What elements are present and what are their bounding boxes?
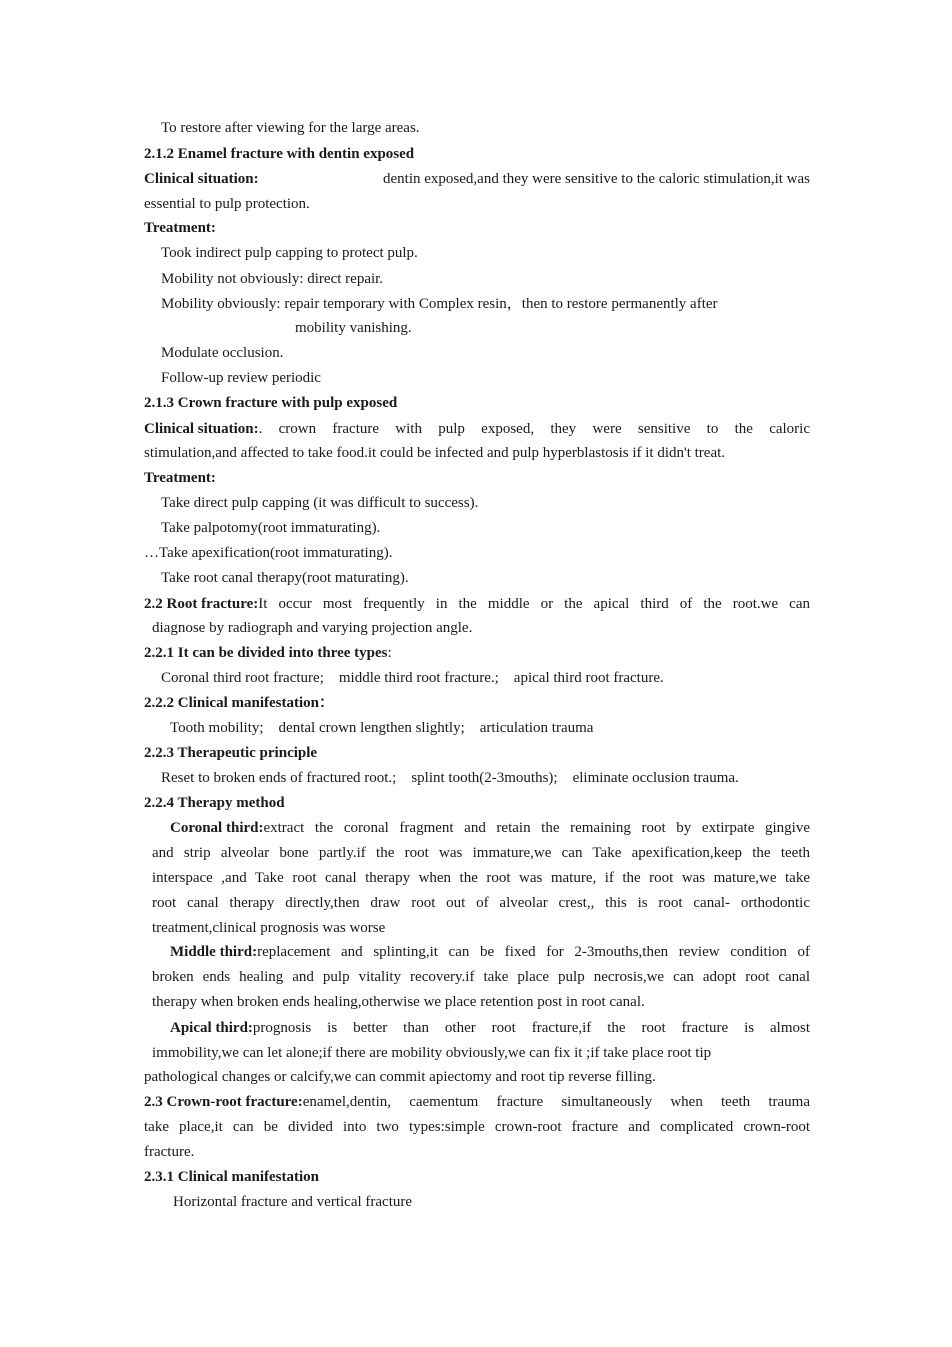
text-line: Coronal third root fracture; middle third root fracture.; apical third root fracture. (161, 670, 664, 686)
section-heading-2-1-2: 2.1.2 Enamel fracture with dentin exposed (144, 146, 415, 162)
list-item: …Take apexification(root immaturating). (144, 545, 393, 561)
text-line: root canal therapy directly,then draw root out of alveolar crest,, this is root canal- orthodontic (152, 895, 810, 911)
text-line: essential to pulp protection. (144, 196, 310, 212)
text-line: diagnose by radiograph and varying projection angle. (152, 620, 473, 636)
paragraph-line: 2.3 Crown-root fracture: enamel,dentin, caementum fracture simultaneously when teeth trauma (144, 1094, 810, 1110)
section-heading-2-2-2: 2.2.2 Clinical manifestation： (144, 695, 334, 711)
list-item: Take direct pulp capping (it was difficult to success). (161, 495, 479, 511)
list-item-continuation: mobility vanishing. (295, 320, 412, 336)
text-line: Reset to broken ends of fractured root.; splint tooth(2-3mouths); eliminate occlusion trauma. (161, 770, 739, 786)
text-line: interspace ,and Take root canal therapy when the root was mature, if the root was mature,we take (152, 870, 810, 886)
text-line: To restore after viewing for the large areas. (161, 120, 420, 136)
paragraph-line: Coronal third: extract the coronal fragment and retain the remaining root by extirpate gingive (170, 820, 810, 836)
list-item: Mobility not obviously: direct repair. (161, 271, 384, 287)
paragraph-line: Apical third: prognosis is better than other root fracture,if the root fracture is almost (170, 1020, 810, 1036)
section-heading-2-2-1: 2.2.1 It can be divided into three types: (144, 645, 392, 661)
paragraph-line: Clinical situation: dentin exposed,and they were sensitive to the caloric stimulation,it was (144, 171, 810, 187)
paragraph-line: Middle third: replacement and splinting,it can be fixed for 2-3mouths,then review condition of (170, 944, 810, 960)
list-item: Take root canal therapy(root maturating). (161, 570, 409, 586)
paragraph-line: Clinical situation: . crown fracture with pulp exposed, they were sensitive to the caloric (144, 421, 810, 437)
text-line: Horizontal fracture and vertical fracture (173, 1194, 413, 1210)
section-heading-2-2-3: 2.2.3 Therapeutic principle (144, 745, 318, 761)
text-line: stimulation,and affected to take food.it could be infected and pulp hyperblastosis if it didn't treat. (144, 445, 726, 461)
section-heading-2-3-1: 2.3.1 Clinical manifestation (144, 1169, 319, 1185)
list-item: Take palpotomy(root immaturating). (161, 520, 381, 536)
list-item: Mobility obviously: repair temporary with Complex resin，then to restore permanently after (161, 296, 718, 312)
list-item: Took indirect pulp capping to protect pulp. (161, 245, 418, 261)
text-line: pathological changes or calcify,we can commit apiectomy and root tip reverse filling. (144, 1069, 656, 1085)
list-item: Follow-up review periodic (161, 370, 321, 386)
text-line: treatment,clinical prognosis was worse (152, 920, 386, 936)
text-line: immobility,we can let alone;if there are mobility obviously,we can fix it ;if take place root tip (152, 1045, 712, 1061)
text-line: and strip alveolar bone partly.if the root was immature,we can Take apexification,keep the teeth (152, 845, 810, 861)
list-item: Modulate occlusion. (161, 345, 284, 361)
treatment-heading: Treatment: (144, 470, 216, 486)
paragraph-line: 2.2 Root fracture: It occur most frequently in the middle or the apical third of the root.we can (144, 596, 810, 612)
treatment-heading: Treatment: (144, 220, 216, 236)
text-line: Tooth mobility; dental crown lengthen slightly; articulation trauma (170, 720, 594, 736)
text-line: take place,it can be divided into two types:simple crown-root fracture and complicated crown-root (144, 1119, 810, 1135)
text-line: fracture. (144, 1144, 195, 1160)
section-heading-2-2-4: 2.2.4 Therapy method (144, 795, 285, 811)
text-line: therapy when broken ends healing,otherwise we place retention post in root canal. (152, 994, 645, 1010)
section-heading-2-1-3: 2.1.3 Crown fracture with pulp exposed (144, 395, 398, 411)
text-line: broken ends healing and pulp vitality recovery.if take place pulp necrosis,we can adopt root canal (152, 969, 810, 985)
